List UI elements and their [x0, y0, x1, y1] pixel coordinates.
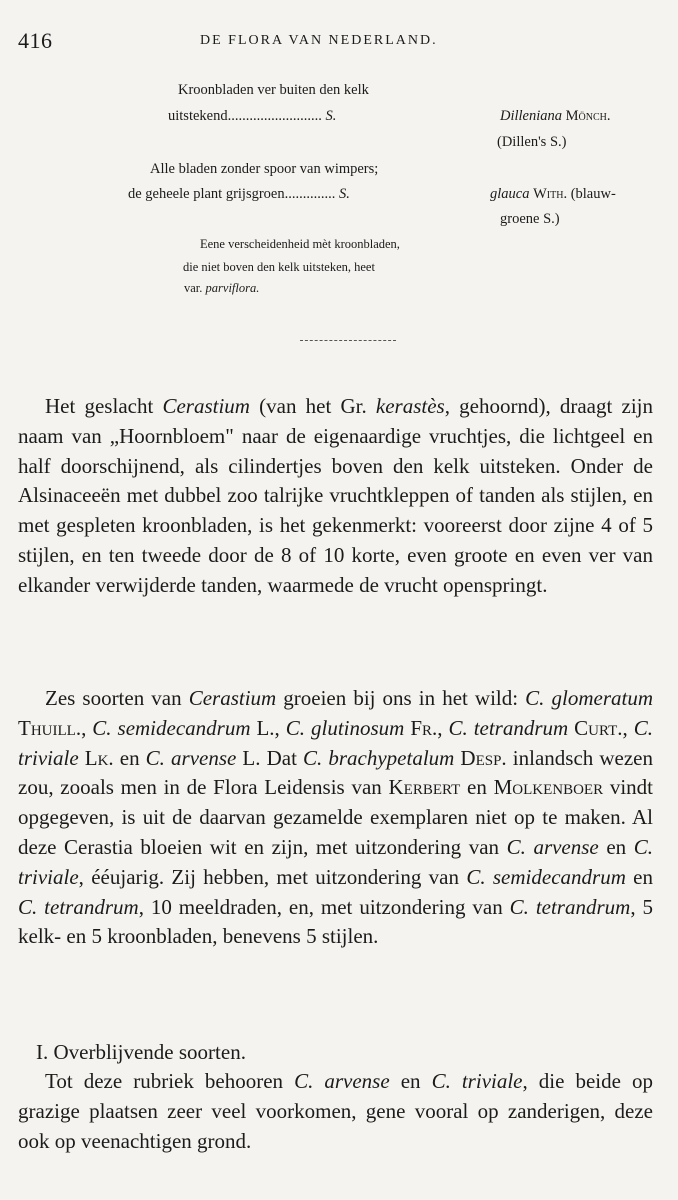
section-heading: I. Overblijvende soorten.: [36, 1040, 246, 1064]
species-name: C. arvense: [506, 834, 599, 859]
paragraph-1-seg: , gehoornd), draagt zijn naam van „Hoornbloem" naar de eigenaardige vruchtjes, die lichtgeel en half doorschijnend, als cilindertjes boven den kelk uitsteken. Onder de Alsinaceeën met dubbel zoo talrijke vruchtkleppen of tanden als stijlen, en met gespleten kroonbladen, is het gekenmerkt: vooreerst door zijne 4 of 5 stijlen, en ten tweede door de 8 of 10 korte, even groote en even ver van elkander verwijderde tanden, waarmede de vrucht openspringt.: [18, 394, 653, 597]
paragraph-2: [18, 684, 653, 952]
paragraph-2-seg: ,: [81, 715, 93, 740]
paragraph-2-seg: groeien bij ons in het wild:: [276, 686, 526, 710]
key-entry-2-genus: S.: [339, 186, 350, 202]
key-entry-1-text: uitstekend..........................: [168, 108, 322, 124]
paragraph-1: [18, 392, 653, 601]
key-entry-2-vernacular-b: groene S.): [500, 211, 560, 227]
paragraph-2-seg: ,: [437, 715, 449, 740]
author-name: Lk.: [84, 745, 114, 770]
paragraph-2-seg: inlandsch wezen zou, zooals men in de Flora Leidensis van: [18, 745, 653, 800]
key-entry-2-line-1: Alle bladen zonder spoor van wimpers;: [150, 161, 379, 177]
running-head: DE FLORA VAN NEDERLAND.: [200, 33, 438, 48]
key-entry-1-vernacular: (Dillen's S.): [497, 134, 567, 150]
paragraph-2-seg: en: [625, 864, 653, 889]
key-entry-1-line-1: Kroonbladen ver buiten den kelk: [178, 82, 369, 98]
species-name: C. arvense: [145, 745, 237, 770]
key-note-var: var.: [184, 281, 203, 295]
key-entry-2-vernacular-a: (blauw-: [570, 186, 616, 202]
key-entry-1-genus: S.: [325, 108, 337, 124]
species-name: C. triviale: [431, 1069, 523, 1093]
paragraph-2-seg: en: [598, 834, 634, 859]
key-entry-1-species: Dilleniana: [500, 108, 563, 124]
species-name: C. semidecandrum: [92, 715, 251, 740]
paragraph-2-seg: en: [113, 745, 146, 770]
genus-name: Cerastium: [162, 394, 250, 418]
paragraph-1-seg: Het geslacht: [45, 394, 163, 418]
genus-name: Cerastium: [188, 686, 277, 710]
greek-word: kerastès: [375, 394, 445, 418]
species-name: C. brachypetalum: [303, 745, 455, 770]
paragraph-2-seg: L. Dat: [236, 745, 303, 770]
paragraph-2-seg: en: [460, 775, 494, 800]
section-divider: [300, 340, 396, 341]
author-name: Curt.: [574, 715, 623, 740]
paragraph-2-seg: , 5 kelk- en 5 kroonbladen, benevens 5 stijlen.: [18, 894, 654, 949]
species-name: C. tetrandrum: [448, 715, 569, 740]
page-number: 416: [18, 28, 53, 53]
key-note-line-2: die niet boven den kelk uitsteken, heet: [183, 260, 375, 274]
species-name: C. tetrandrum: [509, 894, 631, 919]
species-name: C. semidecandrum: [466, 864, 626, 889]
author-name: Molkenboer: [493, 775, 604, 800]
paragraph-4-seg: Tot deze rubriek behooren: [45, 1069, 295, 1093]
key-entry-2-taxon: [490, 187, 616, 202]
key-entry-1-taxon: [500, 109, 611, 124]
species-name: C. triviale: [18, 834, 653, 889]
key-entry-2-line-2: [128, 187, 350, 202]
author-name: Kerbert: [388, 775, 461, 800]
paragraph-4: [18, 1067, 653, 1156]
paragraph-1-seg: (van het Gr.: [249, 394, 376, 418]
species-name: C. arvense: [294, 1069, 390, 1093]
species-name: C. triviale: [18, 715, 654, 770]
species-name: C. glomeratum: [525, 686, 653, 710]
key-note-variety: parviflora.: [205, 281, 260, 295]
paragraph-2-seg: , 10 meeldraden, en, met uitzondering van: [138, 894, 510, 919]
key-entry-1-author: Mönch.: [565, 108, 611, 124]
author-name: Fr.: [410, 715, 438, 740]
species-name: C. tetrandrum: [18, 894, 139, 919]
paragraph-2-seg: vindt opgegeven, is uit de daarvan gezamelde exemplaren niet op te maken. Al deze Cerastia bloeien wit en zijn, met uitzondering van: [18, 775, 653, 859]
key-note-line-3: [184, 282, 259, 295]
author-name: Thuill.: [18, 715, 82, 740]
key-entry-1-line-2: [168, 109, 336, 124]
key-entry-2-author: With.: [533, 186, 568, 202]
key-entry-2-species: glauca: [490, 186, 530, 202]
paragraph-4-seg: , die beide op grazige plaatsen zeer veel voorkomen, gene vooral op zanderigen, deze ook op veenachtigen grond.: [18, 1069, 653, 1153]
paragraph-2-seg: Zes soorten van: [45, 686, 189, 710]
key-entry-2-text: de geheele plant grijsgroen..............: [128, 186, 336, 202]
key-note-line-1: Eene verscheidenheid mèt kroonbladen,: [200, 237, 400, 251]
paragraph-4-seg: en: [389, 1069, 432, 1093]
paragraph-2-seg: , ééujarig. Zij hebben, met uitzondering van: [78, 864, 467, 889]
species-name: C. glutinosum: [285, 715, 405, 740]
author-name: Desp.: [460, 745, 507, 770]
paragraph-2-seg: ,: [622, 715, 634, 740]
paragraph-2-seg: L.,: [250, 715, 286, 740]
